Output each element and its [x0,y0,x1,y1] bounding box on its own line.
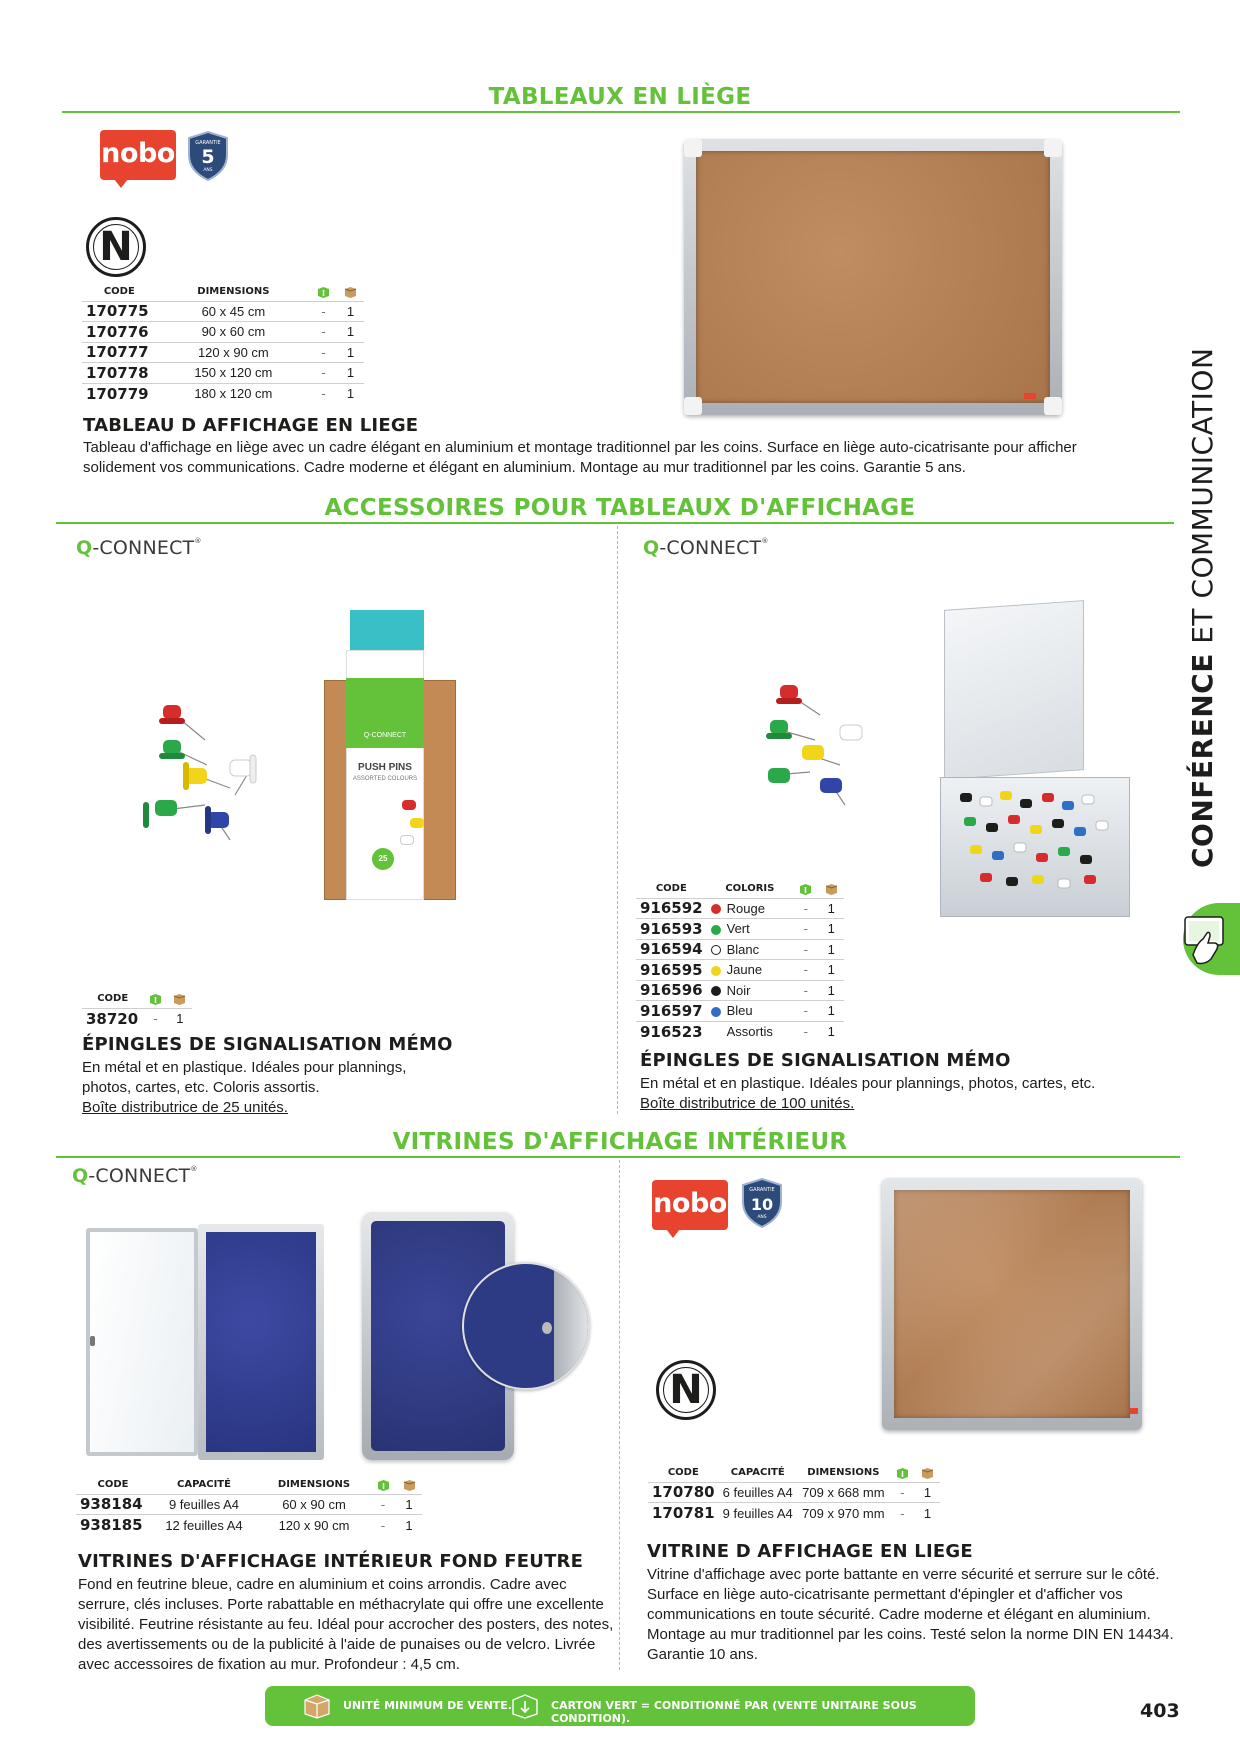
felt-vitrine-detail-zoom [462,1262,590,1390]
section-divider [56,1156,1180,1158]
green-carton-icon [149,993,162,1005]
n-mark-logo: N [656,1360,716,1420]
table-row: 170778 150 x 120 cm - 1 [82,363,364,384]
column-divider [619,1160,620,1670]
table-row: 170776 90 x 60 cm - 1 [82,322,364,343]
col-code: CODE [667,1467,699,1479]
table-row: 170779 180 x 120 cm - 1 [82,383,364,404]
felt-vitrine-title: VITRINES D'AFFICHAGE INTÉRIEUR FOND FEUTRE [78,1551,584,1572]
color-swatch [711,1028,721,1038]
color-swatch [711,945,721,955]
color-swatch [711,1007,721,1017]
table-row: 170780 6 feuilles A4 709 x 668 mm - 1 [648,1482,940,1503]
green-carton-icon [317,286,330,298]
qconnect-logo: Q-CONNECT® [76,537,202,559]
box-icon [825,883,838,895]
pins-25-title: ÉPINGLES DE SIGNALISATION MÉMO [82,1034,453,1055]
col-capacite: CAPACITÉ [177,1479,231,1491]
pins-100-description: En métal et en plastique. Idéales pour plannings, photos, cartes, etc. Boîte distributrice de 100 unités. [640,1075,1096,1112]
cork-board-table [82,283,364,404]
table-row: 170775 60 x 45 cm - 1 [82,301,364,322]
table-row: 938185 12 feuilles A4 120 x 90 cm - 1 [76,1515,422,1536]
pins-100-title: ÉPINGLES DE SIGNALISATION MÉMO [640,1050,1011,1071]
section-title-accessories: ACCESSOIRES POUR TABLEAUX D'AFFICHAGE [324,495,916,521]
cork-vitrine-image [882,1178,1142,1430]
felt-vitrine-table [76,1476,422,1535]
col-dimensions: DIMENSIONS [807,1467,880,1479]
box-icon [303,1693,331,1719]
cork-board-title: TABLEAU D AFFICHAGE EN LIEGE [83,415,419,436]
hand-tablet-icon [1177,903,1234,975]
felt-vitrine-open-image [86,1224,326,1460]
box-icon [403,1479,416,1491]
shield-badge-icon [741,1178,783,1228]
qconnect-logo: Q-CONNECT® [643,537,769,559]
badge-number: 5 [201,146,215,168]
table-row: 916593 Vert - 1 [636,919,844,940]
footer-unit-text: UNITÉ MINIMUM DE VENTE. [343,1699,512,1712]
col-code: CODE [97,993,129,1005]
side-category-tab[interactable] [1183,903,1240,975]
col-capacite: CAPACITÉ [730,1467,785,1479]
green-carton-icon [896,1467,909,1479]
push-pins-image [750,680,880,810]
color-swatch [711,925,721,935]
badge-top-text: GARANTIE [195,140,221,146]
table-row: 916523 Assortis - 1 [636,1021,844,1042]
box-icon [921,1467,934,1479]
table-row: 38720 - 1 [82,1008,192,1029]
pins-25-description: En métal et en plastique. Idéales pour plannings, photos, cartes, etc. Coloris assortis. Boîte distributrice de 25 unités. [82,1059,407,1116]
section-title-cork-boards: TABLEAUX EN LIÈGE [488,84,752,110]
section-divider [62,111,1180,113]
badge-number: 10 [750,1195,774,1214]
cork-vitrine-table [648,1464,940,1523]
section-divider [56,522,1174,524]
table-row: 170777 120 x 90 cm - 1 [82,342,364,363]
table-row: 916596 Noir - 1 [636,980,844,1001]
color-swatch [711,986,721,996]
n-mark-logo: N [86,217,146,277]
felt-vitrine-description: Fond en feutrine bleue, cadre en aluminium et coins arrondis. Cadre avec serrure, clés incluses. Porte rabattable en méthacrylate qui offre une excellente visibilité. Feutrine résistante au feu. Idéal pour accrocher des posters, des notes, des avertissements ou de la publicité à l'aide de punaises ou de velcro. Livrée avec accessoires de fixation au mur. Profondeur : 4,5 cm. [78,1576,614,1673]
footer-legend-bar [265,1686,975,1726]
nobo-logo: nobo [652,1180,728,1230]
qconnect-logo: Q-CONNECT® [72,1165,198,1187]
push-pins-package-image: Q-CONNECT PUSH PINS ASSORTED COLOURS 25 [310,610,465,900]
box-icon [173,993,186,1005]
table-row: 916597 Bleu - 1 [636,1001,844,1022]
green-carton-icon [511,1692,539,1720]
green-carton-icon [799,883,812,895]
table-row: 916594 Blanc - 1 [636,939,844,960]
page-number: 403 [1140,1700,1180,1722]
footer-green-carton-text: CARTON VERT = CONDITIONNÉ PAR (VENTE UNITAIRE SOUS CONDITION). [551,1699,917,1725]
section-title-vitrines: VITRINES D'AFFICHAGE INTÉRIEUR [392,1129,848,1155]
box-icon [344,286,357,298]
table-row: 916592 Rouge - 1 [636,898,844,919]
green-carton-icon [377,1479,390,1491]
cork-vitrine-title: VITRINE D AFFICHAGE EN LIEGE [647,1541,973,1562]
col-code: CODE [103,286,135,298]
color-swatch [711,904,721,914]
shield-badge-icon [187,131,229,181]
cork-board-description: Tableau d'affichage en liège avec un cadre élégant en aluminium et montage traditionnel par les coins. Surface en liège auto-cicatrisante pour afficher solidement vos communications. Cadre moderne et élégant en aluminium. Montage au mur traditionnel par les coins. Garantie 5 ans. [83,439,1077,476]
col-coloris: COLORIS [725,883,775,895]
cork-board-image [684,139,1062,415]
color-swatch [711,966,721,976]
badge-top-text: GARANTIE [749,1187,775,1193]
column-divider [617,526,618,1114]
table-row: 938184 9 feuilles A4 60 x 90 cm - 1 [76,1494,422,1515]
col-code: CODE [655,883,687,895]
badge-bottom-text: ANS [757,1215,767,1220]
col-code: CODE [97,1479,129,1491]
badge-bottom-text: ANS [203,168,213,173]
table-row: 916595 Jaune - 1 [636,960,844,981]
col-dimensions: DIMENSIONS [197,286,270,298]
pins-25-table [82,990,192,1029]
col-dimensions: DIMENSIONS [277,1479,351,1491]
nobo-logo: nobo [100,130,176,180]
pins-100-table [636,880,844,1042]
side-category-label: CONFÉRENCE ET COMMUNICATION [1186,347,1219,868]
table-row: 170781 9 feuilles A4 709 x 970 mm - 1 [648,1503,940,1524]
cork-vitrine-description: Vitrine d'affichage avec porte battante en verre sécurité et serrure sur le côté. Surface en liège auto-cicatrisante permettant d'épingler et d'afficher vos communications en toute sécurité. Cadre moderne et élégant en aluminium. Montage au mur traditionnel par les coins. Testé selon la norme DIN EN 14434. Garantie 10 ans. [647,1566,1174,1663]
transparent-pin-box-image [940,605,1130,925]
push-pins-image [135,700,275,845]
